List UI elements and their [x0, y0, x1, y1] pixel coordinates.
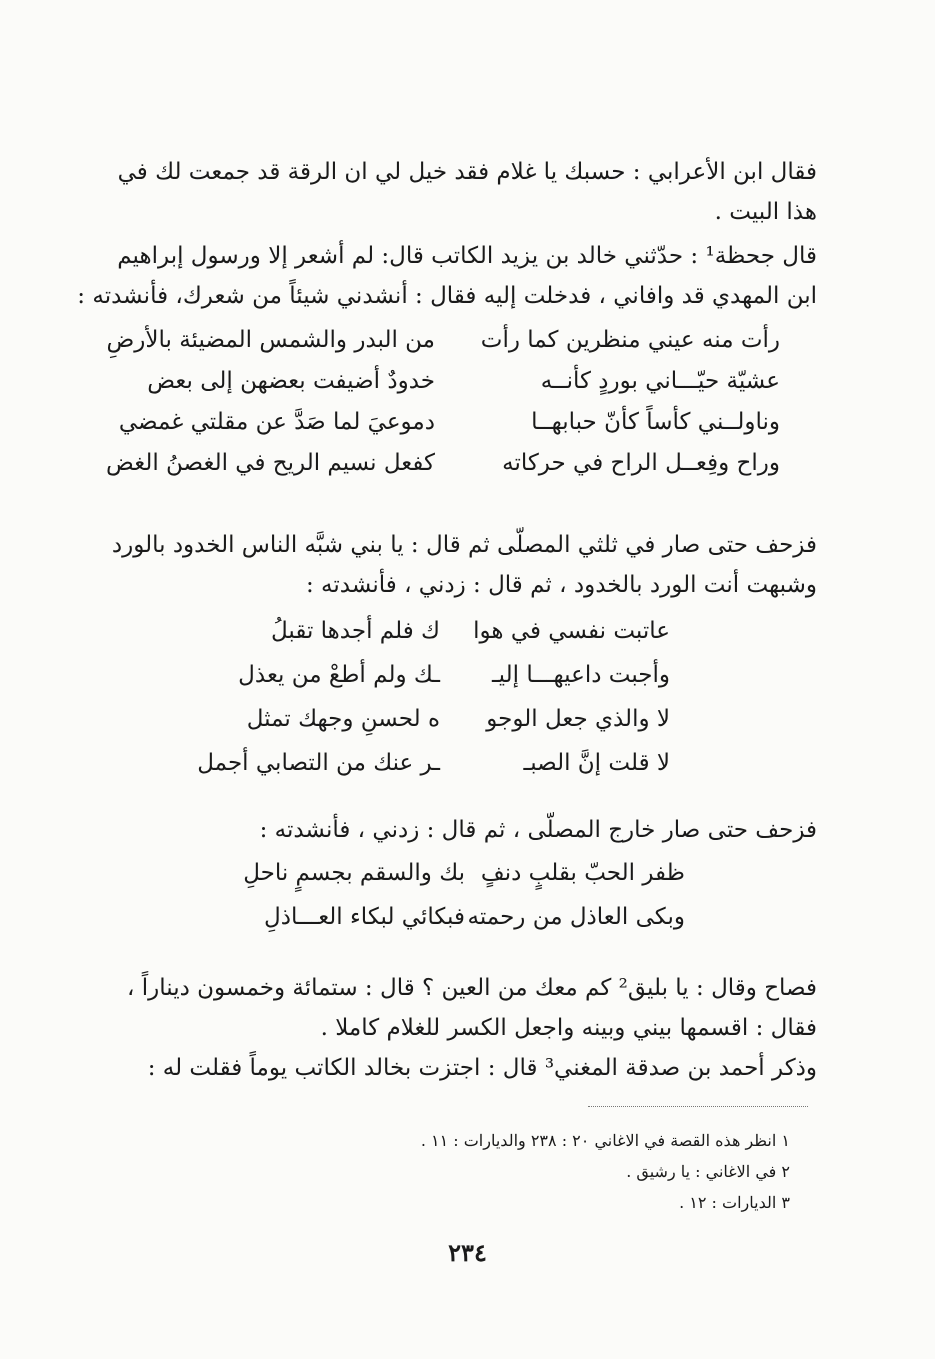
paragraph-2	[111, 525, 817, 605]
second-hemistich: ـر عنك من التصابي أجمل	[197, 750, 440, 776]
first-hemistich: لا والذي جعل الوجو	[486, 706, 670, 732]
first-hemistich: رأت منه عيني منظرين كما رأت	[480, 327, 780, 353]
poem-3	[225, 860, 685, 948]
text-line: فصاح وقال : يا بليق² كم معك من العين ؟ قال : ستمائة وخمسون ديناراً ،	[127, 975, 817, 1001]
page-number: ٢٣٤	[448, 1238, 487, 1267]
verse-row	[246, 706, 670, 750]
paragraph-3	[122, 810, 817, 850]
poem-1	[106, 327, 780, 491]
text-line: فزحف حتى صار خارج المصلّى ، ثم قال : زدني ، فأنشدته :	[259, 817, 817, 843]
verse-row	[238, 662, 670, 706]
second-hemistich: خدودٌ أضيفت بعضهن إلى بعض	[147, 368, 435, 394]
verse-row	[225, 860, 685, 904]
first-hemistich: وراح وفِعــل الراح في حركاته	[502, 450, 780, 476]
second-hemistich: فبكائي لبكاء العـــاذلِ	[264, 904, 465, 930]
second-hemistich: ـك ولم أطعْ من يعذل	[238, 662, 440, 688]
text-line: فقال ابن الأعرابي : حسبك يا غلام فقد خيل لي ان الرقة قد جمعت لك في	[117, 159, 817, 185]
first-hemistich: لا قلت إنَّ الصبـ	[523, 750, 670, 776]
text-line: وشبهت أنت الورد بالخدود ، ثم قال : زدني ، فأنشدته :	[305, 572, 817, 598]
text-line: وذكر أحمد بن صدقة المغني³ قال : اجتزت بخالد الكاتب يوماً فقلت له :	[147, 1055, 817, 1081]
text-line: قال جحظة¹ : حدّثني خالد بن يزيد الكاتب قال: لم أشعر إلا ورسول إبراهيم	[117, 243, 817, 269]
verse-row	[106, 327, 780, 368]
verse-row	[106, 450, 780, 491]
intro-paragraph	[117, 152, 817, 232]
footnote: ٢ في الاغاني : يا رشيق .	[626, 1162, 790, 1181]
paragraph-1	[77, 236, 817, 316]
footnotes	[421, 1125, 790, 1218]
second-hemistich: ه لحسنِ وجهك تمثل	[246, 706, 440, 732]
poem-2	[197, 618, 670, 794]
verse-row	[140, 368, 780, 409]
first-hemistich: وأجبت داعيهـــا إليـ	[491, 662, 670, 688]
second-hemistich: كفعل نسيم الريح في الغصنُ الغض	[106, 450, 435, 476]
verse-row	[250, 618, 670, 662]
paragraph-4	[122, 968, 817, 1088]
second-hemistich: ك فلم أجدها تقبلُ	[270, 618, 440, 644]
footnote: ٣ الديارات : ١٢ .	[679, 1193, 790, 1212]
footnote-separator	[588, 1106, 808, 1107]
first-hemistich: وناولــني كأساً كأنّ حبابهــا	[531, 409, 780, 435]
text-line: ابن المهدي قد وافاني ، فدخلت إليه فقال : أنشدني شيئاً من شعرك، فأنشدته :	[77, 283, 817, 309]
second-hemistich: دموعيَ لما صَدَّ عن مقلتي غمضي	[118, 409, 435, 435]
text-line: فزحف حتى صار في ثلثي المصلّى ثم قال : يا بني شبَّه الناس الخدود بالورد	[111, 532, 817, 558]
second-hemistich: من البدر والشمس المضيئة بالأرضِ	[106, 327, 435, 353]
text-line: هذا البيت .	[714, 199, 817, 225]
second-hemistich: بك والسقم بجسمٍ ناحلِ	[243, 860, 465, 886]
first-hemistich: عشيّة حيّـــاني بوردٍ كأنــه	[540, 368, 780, 394]
first-hemistich: وبكى العاذل من رحمته	[467, 904, 685, 930]
first-hemistich: ظفر الحبّ بقلبٍ دنفٍ	[480, 860, 685, 886]
verse-row	[118, 409, 780, 450]
verse-row	[225, 904, 685, 948]
verse-row	[197, 750, 670, 794]
first-hemistich: عاتبت نفسي في هوا	[473, 618, 670, 644]
text-line: فقال : اقسمها بيني وبينه واجعل الكسر للغلام كاملا .	[320, 1015, 817, 1041]
footnote: ١ انظر هذه القصة في الاغاني ٢٠ : ٢٣٨ والديارات : ١١ .	[420, 1131, 790, 1150]
